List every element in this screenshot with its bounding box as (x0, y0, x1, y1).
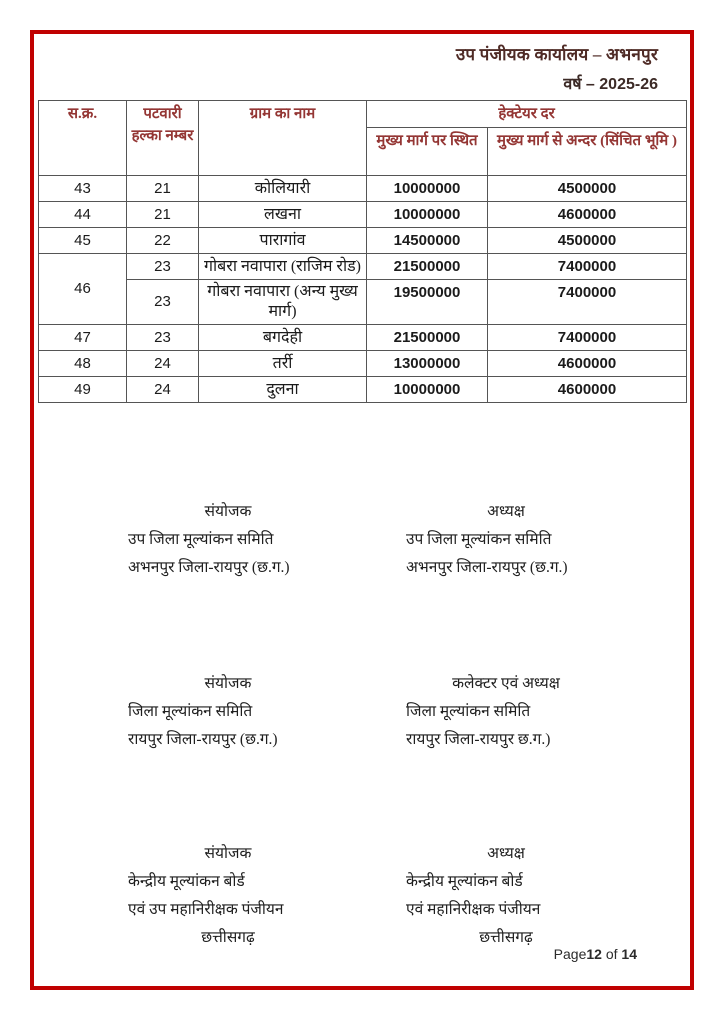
cell-serial: 49 (39, 377, 127, 403)
cell-serial: 48 (39, 351, 127, 377)
signature-line: रायपुर जिला-रायपुर (छ.ग.) (128, 731, 278, 748)
cell-halka: 23 (127, 254, 199, 280)
signature-line: एवं महानिरीक्षक पंजीयन (406, 901, 541, 918)
signature-title: संयोजक (204, 675, 252, 692)
cell-village: कोलियारी (199, 176, 367, 202)
signature-line: रायपुर जिला-रायपुर छ.ग.) (406, 731, 551, 748)
cell-halka: 23 (127, 325, 199, 351)
signature-row-1 (34, 498, 690, 582)
cell-village: गोबरा नवापारा (राजिम रोड) (199, 254, 367, 280)
cell-village: लखना (199, 202, 367, 228)
signature-title: संयोजक (204, 503, 252, 520)
signature-title: अध्यक्ष (487, 845, 525, 862)
page-label: Page (553, 946, 587, 962)
rate-table-body (39, 176, 687, 403)
cell-serial: 47 (39, 325, 127, 351)
col-header-serial: स.क्र. (39, 101, 127, 176)
col-header-village: ग्राम का नाम (199, 101, 367, 176)
cell-rate-main: 14500000 (367, 228, 488, 254)
page-of-label: of (601, 946, 622, 962)
cell-serial: 46 (39, 254, 127, 325)
cell-rate-inner: 7400000 (488, 280, 687, 325)
cell-serial: 44 (39, 202, 127, 228)
cell-village: बगदेही (199, 325, 367, 351)
signature-line: केन्द्रीय मूल्यांकन बोर्ड (128, 873, 245, 890)
cell-rate-main: 21500000 (367, 254, 488, 280)
signature-line: जिला मूल्यांकन समिति (406, 703, 531, 720)
cell-halka: 21 (127, 202, 199, 228)
year-title: वर्ष – 2025-26 (563, 76, 658, 93)
document-header (456, 42, 658, 94)
signature-row-2 (34, 670, 690, 754)
signature-line: एवं उप महानिरीक्षक पंजीयन (128, 901, 284, 918)
cell-rate-main: 10000000 (367, 377, 488, 403)
cell-village: तर्री (199, 351, 367, 377)
cell-serial: 43 (39, 176, 127, 202)
signature-block-chairman-sub-district (406, 498, 606, 582)
table-row (39, 325, 687, 351)
office-title: उप पंजीयक कार्यालय – अभनपुर (455, 45, 658, 64)
signature-line: उप जिला मूल्यांकन समिति (128, 531, 274, 548)
signature-state-line: छत्तीसगढ़ (479, 929, 533, 946)
cell-halka: 24 (127, 351, 199, 377)
table-row (39, 351, 687, 377)
table-row (39, 377, 687, 403)
cell-rate-main: 10000000 (367, 176, 488, 202)
cell-halka: 23 (127, 280, 199, 325)
cell-rate-inner: 4500000 (488, 228, 687, 254)
signature-block-collector-chairman-district (406, 670, 606, 754)
col-header-rate-main: मुख्य मार्ग पर स्थित (367, 128, 488, 176)
table-row (39, 280, 687, 325)
signature-line: अभनपुर जिला-रायपुर (छ.ग.) (406, 559, 568, 576)
cell-rate-inner: 4500000 (488, 176, 687, 202)
col-header-halka: पटवारी हल्का नम्बर (127, 101, 199, 176)
table-row (39, 202, 687, 228)
cell-rate-inner: 7400000 (488, 325, 687, 351)
cell-rate-inner: 7400000 (488, 254, 687, 280)
signature-block-convener-sub-district (128, 498, 328, 582)
cell-rate-inner: 4600000 (488, 202, 687, 228)
cell-rate-inner: 4600000 (488, 377, 687, 403)
cell-rate-main: 21500000 (367, 325, 488, 351)
signature-row-3 (34, 840, 690, 952)
total-page-number: 14 (621, 946, 637, 962)
cell-halka: 22 (127, 228, 199, 254)
signature-line: केन्द्रीय मूल्यांकन बोर्ड (406, 873, 523, 890)
cell-serial: 45 (39, 228, 127, 254)
cell-rate-main: 19500000 (367, 280, 488, 325)
col-header-rate-inner: मुख्य मार्ग से अन्दर (सिंचित भूमि ) (488, 128, 687, 176)
signature-block-convener-central-board (128, 840, 328, 952)
col-header-rate-group: हेक्टेयर दर (367, 101, 687, 128)
signature-block-chairman-central-board (406, 840, 606, 952)
cell-rate-inner: 4600000 (488, 351, 687, 377)
signature-block-convener-district (128, 670, 328, 754)
cell-halka: 21 (127, 176, 199, 202)
cell-village: दुलना (199, 377, 367, 403)
cell-rate-main: 13000000 (367, 351, 488, 377)
page-number-footer (554, 946, 637, 962)
current-page-number: 12 (586, 946, 602, 962)
cell-village: पारागांव (199, 228, 367, 254)
cell-rate-main: 10000000 (367, 202, 488, 228)
rate-table-header (39, 101, 687, 176)
signature-title: अध्यक्ष (487, 503, 525, 520)
table-row (39, 228, 687, 254)
signature-state-line: छत्तीसगढ़ (201, 929, 255, 946)
signature-line: उप जिला मूल्यांकन समिति (406, 531, 552, 548)
signature-line: जिला मूल्यांकन समिति (128, 703, 253, 720)
cell-halka: 24 (127, 377, 199, 403)
signature-title: कलेक्टर एवं अध्यक्ष (452, 675, 560, 692)
table-row (39, 176, 687, 202)
cell-village: गोबरा नवापारा (अन्य मुख्य मार्ग) (199, 280, 367, 325)
signature-line: अभनपुर जिला-रायपुर (छ.ग.) (128, 559, 290, 576)
signature-title: संयोजक (204, 845, 252, 862)
table-row (39, 254, 687, 280)
rate-table (38, 100, 687, 403)
